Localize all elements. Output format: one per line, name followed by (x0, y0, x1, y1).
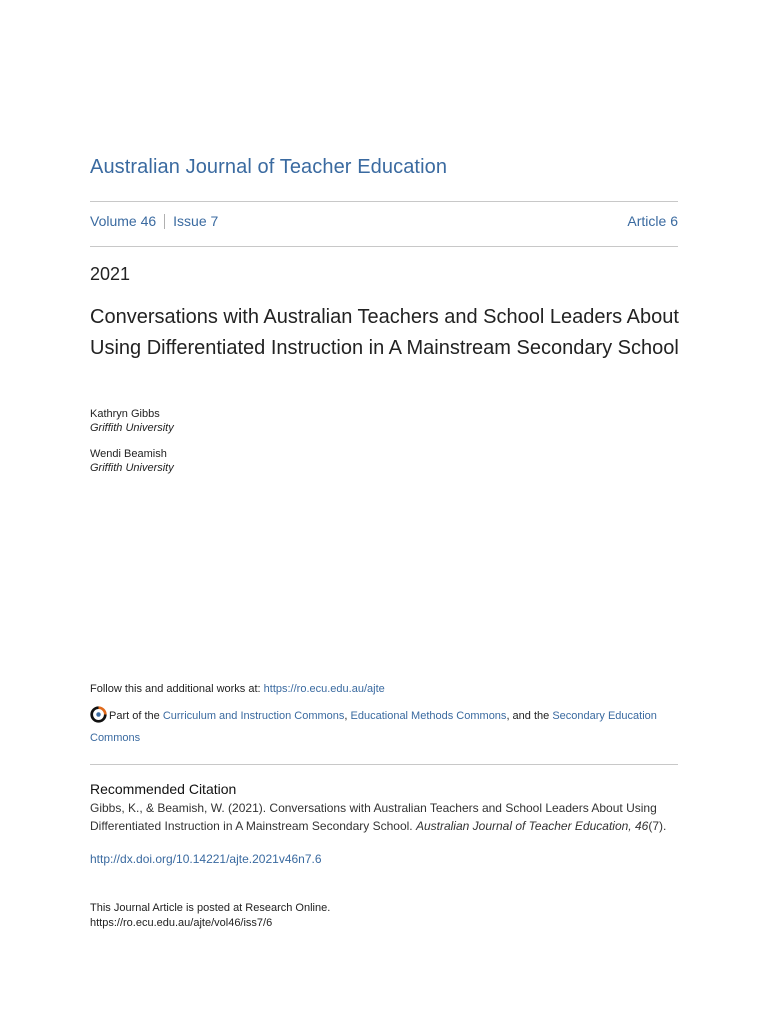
follow-url-link[interactable]: https://ro.ecu.edu.au/ajte (263, 683, 385, 695)
citation-issue-suffix: (7). (648, 818, 667, 833)
follow-prefix: Follow this and additional works at: (90, 683, 264, 695)
curriculum-commons-link[interactable]: Curriculum and Instruction Commons (162, 710, 345, 722)
article-title: Conversations with Australian Teachers and School Leaders About Using Differentiated Instruction in A Mainstream Secondary School (90, 306, 679, 359)
issue-divider (90, 246, 678, 247)
part-of-prefix: Part of the (109, 710, 163, 722)
author-affiliation: Griffith University (90, 422, 174, 434)
doi-link[interactable]: http://dx.doi.org/10.14221/ajte.2021v46n7.6 (90, 852, 322, 866)
article-number-link[interactable]: Article 6 (627, 213, 678, 229)
issue-bar (90, 213, 678, 229)
part-of-line (90, 705, 690, 749)
part-of-separator: , and the (506, 710, 553, 722)
author-name: Wendi Beamish (90, 448, 167, 460)
author-block (90, 407, 174, 435)
bepress-network-icon (90, 706, 107, 723)
citation-divider (90, 764, 678, 765)
recommended-citation-heading: Recommended Citation (90, 781, 237, 797)
posted-notice (90, 901, 330, 931)
educational-methods-commons-link[interactable]: Educational Methods Commons (350, 710, 507, 722)
top-divider (90, 201, 678, 202)
author-name: Kathryn Gibbs (90, 408, 160, 420)
secondary-education-commons-link[interactable]: Secondary Education Commons (90, 710, 657, 744)
recommended-citation-text (90, 800, 690, 835)
follow-line (90, 683, 385, 695)
journal-title-link[interactable]: Australian Journal of Teacher Education (90, 156, 448, 178)
issue-link[interactable]: Issue 7 (173, 213, 219, 229)
part-of-separator: , (344, 710, 351, 722)
volume-link[interactable]: Volume 46 (90, 213, 157, 229)
citation-journal-italic: Australian Journal of Teacher Education, 46 (415, 818, 649, 833)
posted-line: This Journal Article is posted at Research Online. (90, 902, 331, 914)
citation-plain-text: Gibbs, K., & Beamish, W. (2021). Conversations with Australian Teachers and School Leaders About Using Differentiated Instruction in A Mainstream Secondary School. (90, 801, 657, 833)
publication-year: 2021 (90, 264, 131, 284)
issue-separator (164, 214, 165, 229)
posted-url: https://ro.ecu.edu.au/ajte/vol46/iss7/6 (90, 917, 273, 929)
author-block (90, 447, 174, 475)
author-affiliation: Griffith University (90, 462, 174, 474)
